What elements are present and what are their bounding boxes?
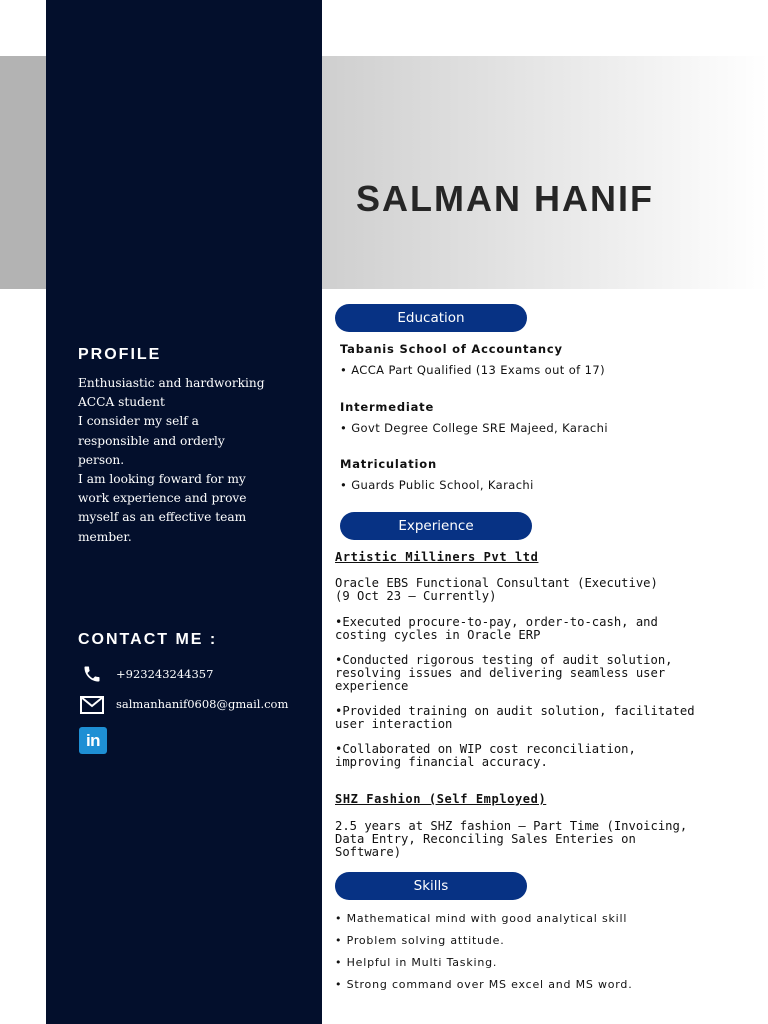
role-dates: (9 Oct 23 – Currently) <box>335 589 497 603</box>
education-school: Intermediate <box>340 400 435 414</box>
role-line: Oracle EBS Functional Consultant (Executive) <box>335 576 658 590</box>
bullet-line: user interaction <box>335 717 453 731</box>
company-name: SHZ Fashion (Self Employed) <box>335 792 547 806</box>
gray-accent-band <box>0 56 46 289</box>
profile-line: ACCA student <box>78 395 165 410</box>
description-line: Software) <box>335 845 402 859</box>
education-detail: • Govt Degree College SRE Majeed, Karachi <box>340 421 608 435</box>
email-address[interactable]: salmanhanif0608@gmail.com <box>116 697 289 711</box>
profile-line: I consider my self a <box>78 414 199 429</box>
resume-name: SALMAN HANIF <box>356 178 654 219</box>
experience-bullet <box>335 616 755 642</box>
bullet-line: resolving issues and delivering seamless user <box>335 666 666 680</box>
role-title <box>335 577 755 603</box>
profile-heading: PROFILE <box>78 346 162 363</box>
experience-bullet <box>335 654 755 693</box>
bullet-line: •Conducted rigorous testing of audit solution, <box>335 653 673 667</box>
contact-heading: CONTACT ME : <box>78 631 218 648</box>
company-description <box>335 820 755 859</box>
bullet-line: improving financial accuracy. <box>335 755 548 769</box>
profile-line: Enthusiastic and hardworking <box>78 376 265 390</box>
skills-pill: Skills <box>335 872 527 900</box>
experience-pill: Experience <box>340 512 532 540</box>
bullet-line: •Provided training on audit solution, facilitated <box>335 704 695 718</box>
company-name: Artistic Milliners Pvt ltd <box>335 550 539 564</box>
profile-line: I am looking foward for my <box>78 472 246 487</box>
profile-line: person. <box>78 452 125 467</box>
experience-bullet <box>335 743 755 769</box>
profile-line: member. <box>78 529 132 544</box>
education-school: Matriculation <box>340 457 437 471</box>
bullet-line: experience <box>335 679 409 693</box>
header-gradient-band <box>322 56 768 289</box>
bullet-line: •Collaborated on WIP cost reconciliation, <box>335 742 636 756</box>
experience-bullet <box>335 705 755 731</box>
phone-row <box>80 663 104 685</box>
skill-item: • Helpful in Multi Tasking. <box>335 956 498 969</box>
description-line: Data Entry, Reconciling Sales Enteries on <box>335 832 636 846</box>
education-school: Tabanis School of Accountancy <box>340 342 563 356</box>
bullet-line: costing cycles in Oracle ERP <box>335 628 541 642</box>
profile-line: responsible and orderly <box>78 433 225 448</box>
skill-item: • Strong command over MS excel and MS word. <box>335 978 633 991</box>
linkedin-icon[interactable]: in <box>79 727 107 754</box>
education-detail: • Guards Public School, Karachi <box>340 478 534 492</box>
description-line: 2.5 years at SHZ fashion – Part Time (Invoicing, <box>335 819 688 833</box>
profile-line: myself as an effective team <box>78 510 247 525</box>
bullet-line: •Executed procure-to-pay, order-to-cash, and <box>335 615 658 629</box>
education-detail: • ACCA Part Qualified (13 Exams out of 17) <box>340 363 605 377</box>
phone-icon <box>80 664 104 684</box>
skill-item: • Problem solving attitude. <box>335 934 505 947</box>
phone-number[interactable]: +923243244357 <box>116 667 214 681</box>
skill-item: • Mathematical mind with good analytical skill <box>335 912 628 925</box>
profile-text <box>78 374 288 547</box>
profile-line: work experience and prove <box>78 491 247 506</box>
education-pill: Education <box>335 304 527 332</box>
envelope-icon <box>80 695 104 715</box>
email-row <box>80 694 104 716</box>
